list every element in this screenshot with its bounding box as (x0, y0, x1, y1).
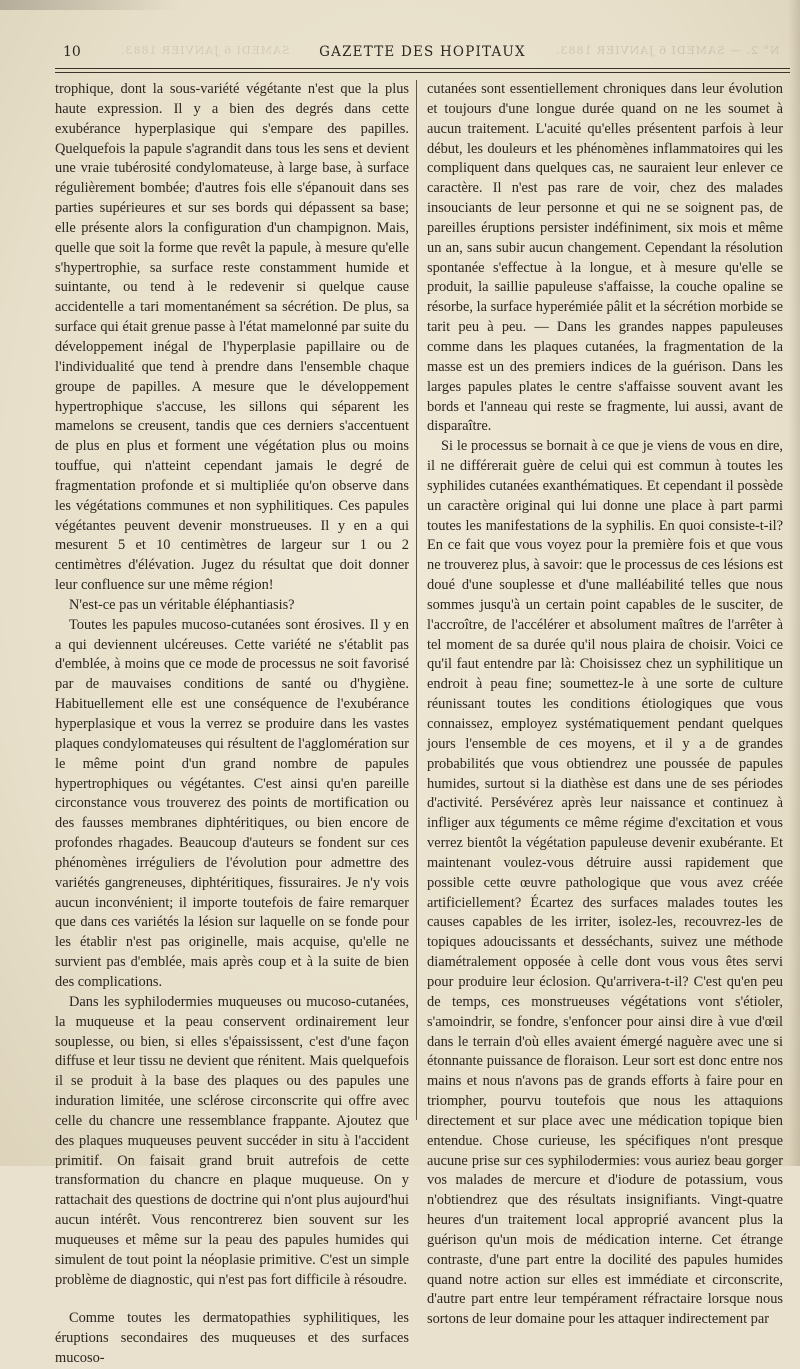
paragraph: Toutes les papules mucoso-cutanées sont érosives. Il y en a qui deviennent ulcéreuses. Cette variété ne s'établit pas d'emblée, à moins que ce mode de processus ne soit favorisé par de mauvaises conditions de santé ou d'hygiène. Habituellement elle est une conséquence de l'exubérance hyperplasique et vous la verrez se produire dans les vastes plaques condylomateuses qui résultent de l'agglomération sur le même point d'un grand nombre de papules hypertrophiques ou végétantes. C'est ainsi qu'en pareille circonstance vous trouverez des points de mortification ou des fausses membranes diphtéritiques, ou bien encore de profondes rhagades. Beaucoup d'auteurs se fondent sur ces phénomènes irréguliers de l'évolution pour admettre des variétés gangreneuses, diphtéritiques, fissuraires. Je n'y vois aucun inconvénient; il importe toutefois de faire remarquer que dans ces variétés la lésion sur laquelle on se fonde pour les établir n'est pas originelle, mais acquise, qu'elle ne survient pas d'emblée, mais après coup et à la suite de bien des complications. (55, 616, 409, 990)
bleed-through-text-left: SAMEDI 6 JANVIER 1883. (120, 44, 290, 57)
paragraph: Comme toutes les dermatopathies syphilitiques, les éruptions secondaires des muqueuses et des surfaces mucoso- (55, 1310, 409, 1367)
column-divider (416, 80, 417, 1120)
paragraph: N'est-ce pas un véritable éléphantiasis? (69, 596, 295, 613)
paragraph: Dans les syphilodermies muqueuses ou mucoso-cutanées, la muqueuse et la peau conservent ordinairement leur souplesse, ou bien, si elles s'épaississent, c'est d'une façon diffuse et leur tissu ne devient que rénitent. Mais quelquefois il se produit à la base des plaques ou des papules une induration limitée, une sclérose circonscrite qui offre avec celle du chancre une ressemblance frappante. Ajoutez que des plaques muqueuses peuvent succéder in situ à l'accident primitif. On faisait grand bruit autrefois de cette transformation du chancre en plaque muqueuse. On y rattachait des questions de doctrine qui n'ont plus aujourd'hui aucun intérêt. Vous rencontrerez bien souvent sur les muqueuses et même sur la peau des papules humides qui simulent de tout point la néoplasie primitive. C'est un simple problème de diagnostic, qui n'est pas fort difficile à résoudre. (55, 993, 409, 1288)
page-header (55, 40, 790, 66)
left-column (55, 80, 409, 1369)
header-rule-thick (55, 68, 790, 69)
paragraph: trophique, dont la sous-variété végétante n'est que la plus haute expression. Il y a bien des degrés dans cette exubérance hyperplasique qui s'empare des papilles. Quelquefois la papule s'agrandit dans tous les sens et devient une vraie tubérosité condylomateuse, à large base, à surface régulièrement bombée; d'autres fois elle s'épanouit dans ses parties supérieures et sur ses bords qui dépassent sa base; elle présente alors la configuration d'un champignon. Mais, quelle que soit la forme que revêt la papule, à mesure qu'elle s'hypertrophie, sa surface reste constamment humide et suintante, ou tend à le redevenir si quelque cause accidentelle a tari momentanément sa sécrétion. De plus, sa surface qui était grenue passe à l'état mamelonné par suite du développement inégal de l'hyperplasie papillaire ou de l'individualité que tend à prendre dans l'ensemble chaque groupe de papilles. A mesure que le développement hypertrophique s'accuse, les sillons qui séparent les mamelons se creusent, tandis que ces derniers s'accentuent de plus en plus et forment une végétation plus ou moins touffue, qui n'atteint cependant jamais le degré de fragmentation profonde et si multipliée qu'on observe dans les végétations communes et non syphilitiques. Ces papules végétantes peuvent devenir monstrueuses. Il y en a qui mesurent 5 et 10 centimètres de largeur sur 1 ou 2 centimètres d'élévation. Jugez du résultat que doit donner leur confluence sur une même région! (55, 81, 409, 594)
paper-stain (0, 0, 180, 10)
journal-title: GAZETTE DES HOPITAUX (319, 44, 526, 60)
page-number: 10 (63, 44, 81, 60)
page-edge-shadow (788, 0, 800, 1166)
paragraph: cutanées sont essentiellement chroniques dans leur évolution et toujours d'une longue durée quand on ne les soumet à aucun traitement. L'acuité qu'elles présentent parfois à leur début, les douleurs et les phénomènes inflammatoires qui les compliquent dans quelques cas, ne sauraient leur enlever ce caractère. Il n'est pas rare de voir, chez des malades insouciants de leur personne et qui ne se soignent pas, de pareilles éruptions persister indéfiniment, six mois et même un an, sans subir aucun changement. Cependant la résolution spontanée s'effectue à la longue, et à mesure qu'elle se produit, la saillie papuleuse s'affaisse, la couche opaline se résorbe, la surface hyperémiée pâlit et la sécrétion morbide se tarit peu à peu. — Dans les grandes nappes papuleuses comme dans les plaques cutanées, la fragmentation de la masse est un des premiers indices de la guérison. Dans les larges papules plates le centre s'affaisse souvent avant les bords et l'anneau qui reste se fragmente, lui aussi, avant de disparaître. (427, 81, 783, 435)
paragraph: Si le processus se bornait à ce que je viens de vous en dire, il ne différerait guère de celui qui est commun à toutes les syphilides cutanées exanthématiques. Et cependant il possède un caractère original qui lui donne une place à part parmi toutes les manifestations de la syphilis. En quoi consiste-t-il? En ce fait que vous voyez pour la première fois et que vous ne trouverez plus, à savoir: que le processus de ces lésions est doué d'une souplesse et d'une malléabilité telles que nous sommes jusqu'à un certain point capables de le susciter, de l'accroître, de l'accélérer et absolument maîtres de l'arrêter à tel moment de sa durée qu'il nous plaira de choisir. Voici ce qu'il faut entendre par là: Choisissez chez un syphilitique un endroit à peau fine; soumettez-le à une sorte de culture réunissant toutes les conditions étiologiques que vous connaissez, employez systématiquement pendant quelques jours l'ensemble de ces moyens, et il y a de grandes probabilités que vous obtiendrez une poussée de papules humides, surtout si la diathèse est dans une de ses périodes d'activité. Persévérez après leur naissance et continuez à infliger aux téguments ce même régime d'excitation et vous verrez bientôt la végétation papuleuse devenir exubérante. Et maintenant voulez-vous détruire aussi rapidement que possible cette œuvre pathologique que vous avez créée artificiellement? Écartez des surfaces malades toutes les causes capables de les irriter, isolez-les, recouvrez-les de topiques adoucissants et desséchants, suivez une méthode diamétralement opposée à celle dont vous vous êtes servi pour produire leur éclosion. Qu'arrivera-t-il? C'est qu'en peu de temps, ces monstrueuses végétations vont s'étioler, s'amoindrir, se fondre, s'enfoncer pour ainsi dire à vue d'œil dans le terrain d'où elles avaient émergé naguère avec une si étonnante puissance de floraison. Leur sort est donc entre nos mains et nous n'avons pas de grands efforts à faire pour en triompher, pourvu toutefois que nous les attaquions directement et sur place avec une médication topique bien entendue. Chose curieuse, les spécifiques n'ont presque aucune prise sur ces syphilodermies: vous auriez beau gorger vos malades de mercure et d'iodure de potassium, vous n'obtiendrez que des résultats insignifiants. Vingt-quatre heures d'un traitement local approprié avancent plus la guérison qu'un mois de médication interne. Cet étrange contraste, d'une part entre la docilité des papules humides quand notre action sur elles est immédiate et circonscrite, d'autre part entre leur tempérament réfractaire lorsque nous sortons de leur domaine pour les attaquer indirectement par (427, 438, 783, 1328)
right-column (427, 80, 783, 1330)
header-rule-thin (55, 72, 790, 73)
bleed-through-text-right: N° 2. — SAMEDI 6 JANVIER 1883. (555, 44, 780, 57)
